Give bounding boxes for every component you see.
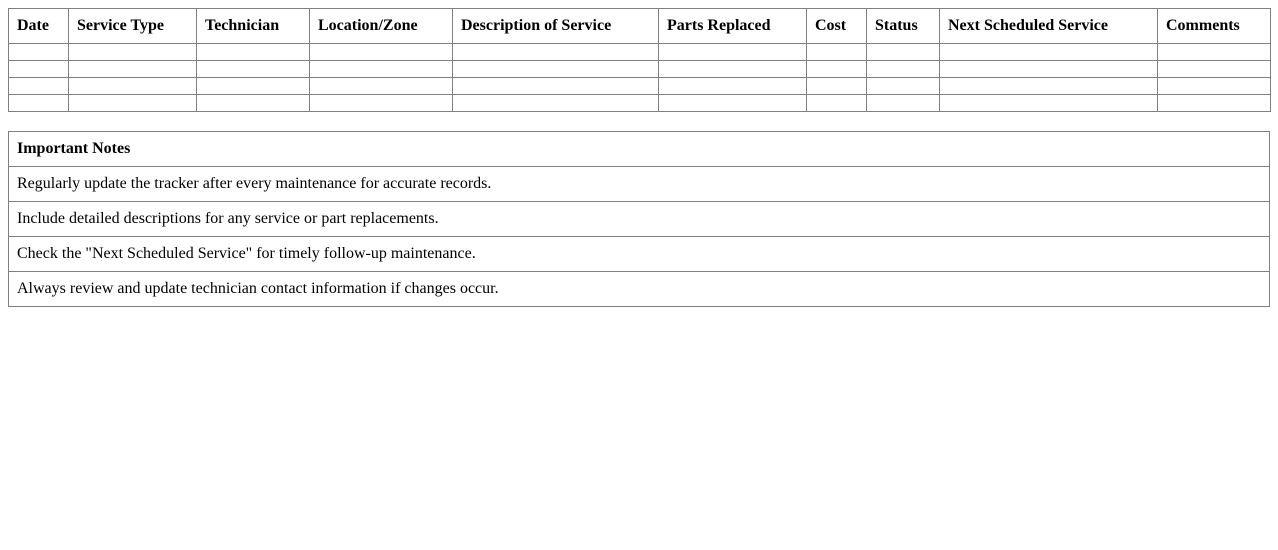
cell-technician[interactable] <box>197 78 310 95</box>
cell-location-zone[interactable] <box>310 61 453 78</box>
cell-description[interactable] <box>453 78 659 95</box>
cell-comments[interactable] <box>1158 95 1271 112</box>
cell-date[interactable] <box>9 95 69 112</box>
cell-next-scheduled-service[interactable] <box>940 78 1158 95</box>
cell-status[interactable] <box>867 61 940 78</box>
cell-technician[interactable] <box>197 44 310 61</box>
cell-date[interactable] <box>9 78 69 95</box>
cell-status[interactable] <box>867 95 940 112</box>
column-header-parts-replaced: Parts Replaced <box>659 9 807 44</box>
cell-date[interactable] <box>9 44 69 61</box>
cell-technician[interactable] <box>197 61 310 78</box>
cell-service-type[interactable] <box>69 61 197 78</box>
cell-next-scheduled-service[interactable] <box>940 61 1158 78</box>
cell-location-zone[interactable] <box>310 95 453 112</box>
cell-parts-replaced[interactable] <box>659 44 807 61</box>
column-header-technician: Technician <box>197 9 310 44</box>
table-row <box>9 95 1271 112</box>
maintenance-tracker-table <box>8 8 1271 112</box>
cell-service-type[interactable] <box>69 44 197 61</box>
column-header-comments: Comments <box>1158 9 1271 44</box>
cell-description[interactable] <box>453 61 659 78</box>
column-header-date: Date <box>9 9 69 44</box>
cell-comments[interactable] <box>1158 44 1271 61</box>
cell-cost[interactable] <box>807 78 867 95</box>
cell-parts-replaced[interactable] <box>659 78 807 95</box>
column-header-service-type: Service Type <box>69 9 197 44</box>
cell-next-scheduled-service[interactable] <box>940 95 1158 112</box>
cell-cost[interactable] <box>807 44 867 61</box>
column-header-description: Description of Service <box>453 9 659 44</box>
cell-location-zone[interactable] <box>310 78 453 95</box>
note-row <box>9 237 1270 272</box>
column-header-status: Status <box>867 9 940 44</box>
cell-comments[interactable] <box>1158 78 1271 95</box>
column-header-location-zone: Location/Zone <box>310 9 453 44</box>
cell-description[interactable] <box>453 44 659 61</box>
notes-header-row <box>9 132 1270 167</box>
cell-parts-replaced[interactable] <box>659 95 807 112</box>
column-header-next-scheduled-service: Next Scheduled Service <box>940 9 1158 44</box>
important-notes-table <box>8 131 1270 307</box>
notes-title: Important Notes <box>9 132 1270 167</box>
note-row <box>9 202 1270 237</box>
cell-cost[interactable] <box>807 61 867 78</box>
cell-service-type[interactable] <box>69 78 197 95</box>
table-row <box>9 78 1271 95</box>
note-item: Regularly update the tracker after every maintenance for accurate records. <box>9 167 1270 202</box>
table-row <box>9 44 1271 61</box>
note-item: Check the "Next Scheduled Service" for timely follow-up maintenance. <box>9 237 1270 272</box>
cell-cost[interactable] <box>807 95 867 112</box>
note-item: Always review and update technician contact information if changes occur. <box>9 272 1270 307</box>
note-item: Include detailed descriptions for any service or part replacements. <box>9 202 1270 237</box>
cell-parts-replaced[interactable] <box>659 61 807 78</box>
cell-description[interactable] <box>453 95 659 112</box>
cell-location-zone[interactable] <box>310 44 453 61</box>
cell-date[interactable] <box>9 61 69 78</box>
table-header-row <box>9 9 1271 44</box>
note-row <box>9 272 1270 307</box>
table-row <box>9 61 1271 78</box>
cell-service-type[interactable] <box>69 95 197 112</box>
column-header-cost: Cost <box>807 9 867 44</box>
cell-status[interactable] <box>867 78 940 95</box>
cell-technician[interactable] <box>197 95 310 112</box>
cell-next-scheduled-service[interactable] <box>940 44 1158 61</box>
cell-status[interactable] <box>867 44 940 61</box>
note-row <box>9 167 1270 202</box>
cell-comments[interactable] <box>1158 61 1271 78</box>
